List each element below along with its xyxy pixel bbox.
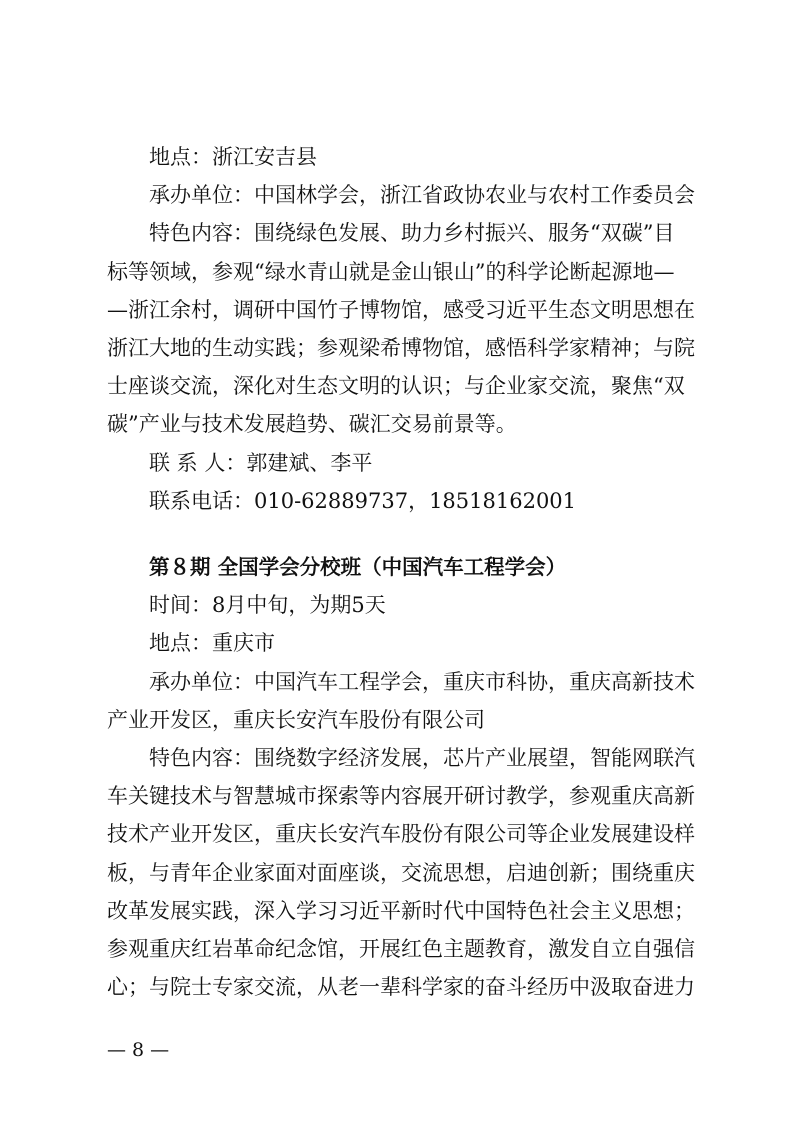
features-line: 改革发展实践，深入学习习近平新时代中国特色社会主义思想； <box>107 898 695 923</box>
organizer-line: 承办单位：中国林学会，浙江省政协农业与农村工作委员会 <box>149 183 695 208</box>
section-anji <box>107 138 697 520</box>
features-line: 士座谈交流，深化对生态文明的认识；与企业家交流，聚焦“双 <box>107 374 685 399</box>
features-line: 碳”产业与技术发展趋势、碳汇交易前景等。 <box>107 412 517 437</box>
contact-person-line: 联 系 人：郭建斌、李平 <box>149 450 373 475</box>
features-line: —浙江余村，调研中国竹子博物馆，感受习近平生态文明思想在 <box>107 297 695 322</box>
features-line: 技术产业开发区，重庆长安汽车股份有限公司等企业发展建设样 <box>107 822 695 847</box>
time-line: 时间：8月中旬，为期5天 <box>149 593 386 618</box>
features-line: 板，与青年企业家面对面座谈，交流思想，启迪创新；围绕重庆 <box>107 860 695 885</box>
contact-phone-line: 联系电话：010-62889737，18518162001 <box>149 488 577 513</box>
features-line: 标等领域，参观“绿水青山就是金山银山”的科学论断起源地— <box>107 259 675 284</box>
organizer-line: 产业开发区，重庆长安汽车股份有限公司 <box>107 707 485 732</box>
section-session-8 <box>107 548 697 1006</box>
features-line: 参观重庆红岩革命纪念馆，开展红色主题教育，激发自立自强信 <box>107 936 695 961</box>
session-heading: 第８期 全国学会分校班（中国汽车工程学会） <box>149 555 567 579</box>
organizer-line: 承办单位：中国汽车工程学会，重庆市科协，重庆高新技术 <box>149 669 695 694</box>
location-line: 地点：重庆市 <box>149 631 275 656</box>
location-line: 地点：浙江安吉县 <box>149 145 317 169</box>
features-line: 特色内容：围绕绿色发展、助力乡村振兴、服务“双碳”目 <box>149 221 675 246</box>
features-line: 心；与院士专家交流，从老一辈科学家的奋斗经历中汲取奋进力 <box>107 975 695 1000</box>
features-line: 浙江大地的生动实践；参观梁希博物馆，感悟科学家精神；与院 <box>107 335 695 360</box>
page-number: — 8 — <box>107 1039 170 1061</box>
features-line: 特色内容：围绕数字经济发展，芯片产业展望，智能网联汽 <box>149 745 695 770</box>
features-line: 车关键技术与智慧城市探索等内容展开研讨教学，参观重庆高新 <box>107 784 695 809</box>
